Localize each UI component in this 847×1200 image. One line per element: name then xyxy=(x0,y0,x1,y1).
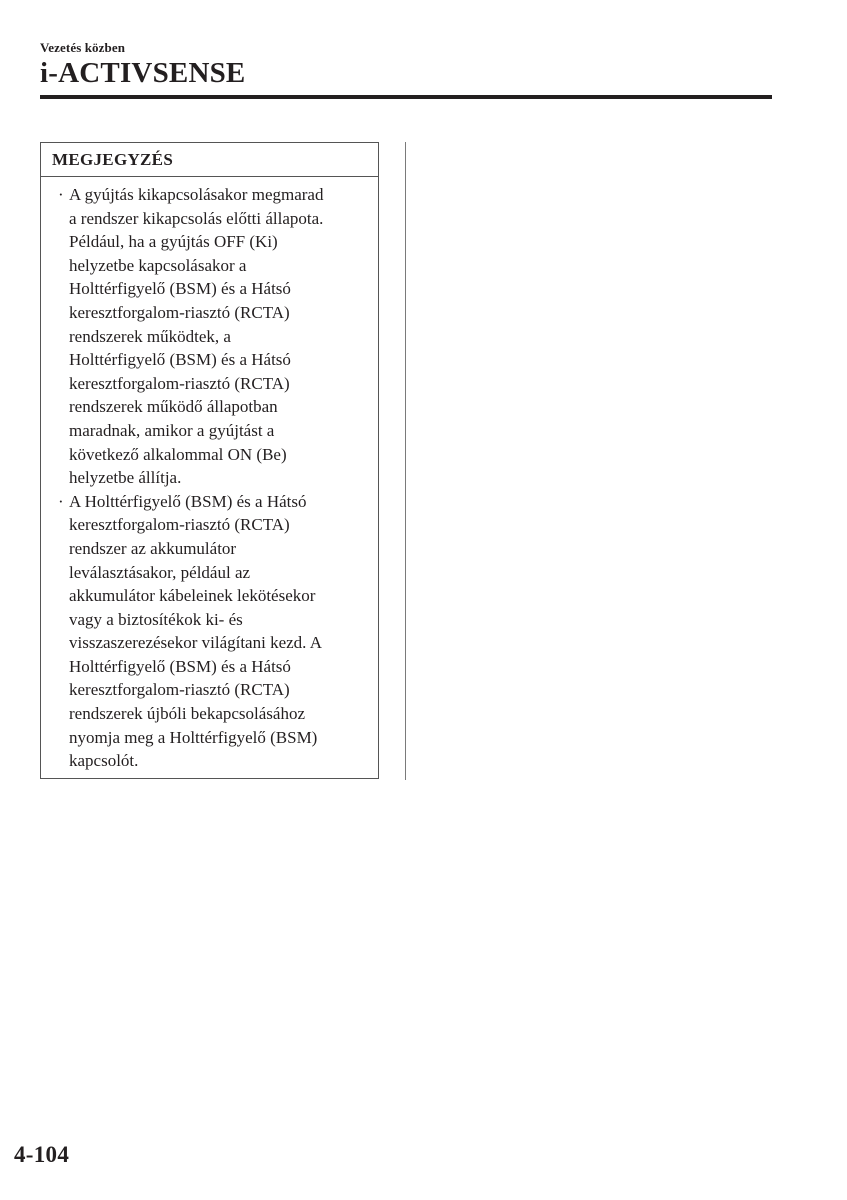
note-item xyxy=(41,490,370,773)
chapter-title: i-ACTIVSENSE xyxy=(40,57,246,89)
note-item-text: A Holttérfigyelő (BSM) és a Hátsó keresztforgalom-riasztó (RCTA) rendszer az akkumulátor leválasztásakor, például az akkumulátor kábeleinek lekötésekor vagy a biztosítékok ki- és visszaszerezésekor világítani kezd. A Holttérfigyelő (BSM) és a Hátsó keresztforgalom-riasztó (RCTA) rendszerek újbóli bekapcsolásához nyomja meg a Holttérfigyelő (BSM) kapcsolót. xyxy=(69,491,323,771)
bullet-icon: · xyxy=(58,185,64,204)
column-divider xyxy=(405,142,406,780)
note-list xyxy=(41,177,378,773)
bullet-icon: · xyxy=(58,491,64,511)
page-number: 4-104 xyxy=(14,1142,70,1167)
section-label: Vezetés közben xyxy=(40,40,126,55)
note-item-text: A gyújtás kikapcsolásakor megmarad a rendszer kikapcsolás előtti állapota. Például, ha a gyújtás OFF (Ki) helyzetbe kapcsolásakor a Holttérfigyelő (BSM) és a Hátsó keresztforgalom-riasztó (RCTA) rendszerek működtek, a Holttérfigyelő (BSM) és a Hátsó keresztforgalom-riasztó (RCTA) rendszerek működő állapotban maradnak, amikor a gyújtást a következő alkalommal ON (Be) helyzetbe állítja. xyxy=(69,185,324,488)
note-item xyxy=(41,183,370,490)
title-rule xyxy=(40,95,772,99)
note-box xyxy=(40,142,379,779)
note-heading: MEGJEGYZÉS xyxy=(41,143,378,177)
